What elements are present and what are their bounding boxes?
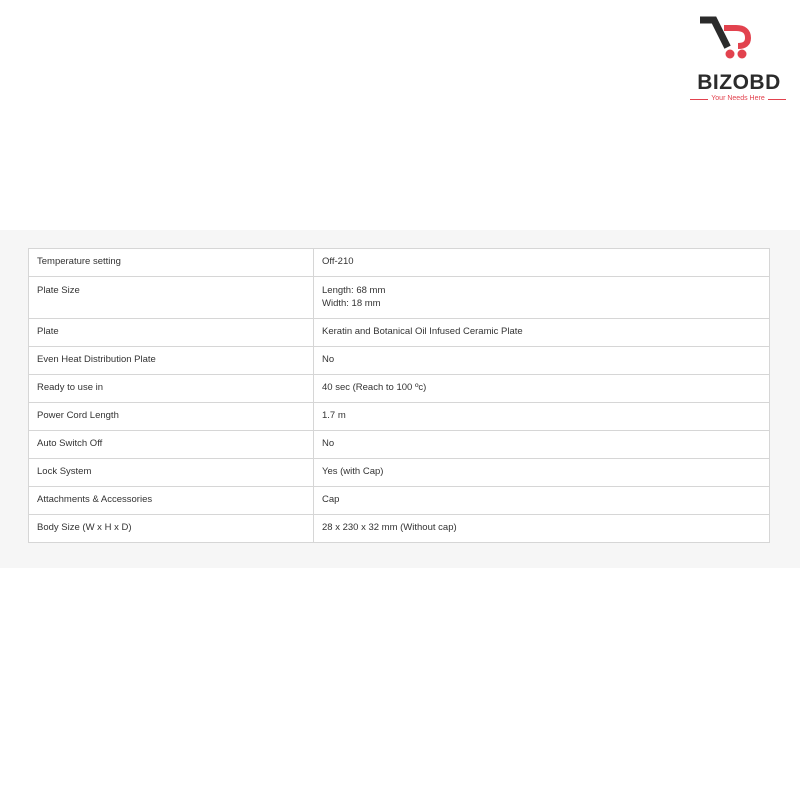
spec-label: Plate	[37, 326, 59, 338]
spec-value: Off-210	[322, 256, 354, 268]
spec-label: Even Heat Distribution Plate	[37, 354, 156, 366]
table-row	[29, 249, 770, 277]
spec-value: 1.7 m	[322, 410, 346, 422]
spec-label: Ready to use in	[37, 382, 104, 394]
spec-value: Cap	[322, 494, 340, 506]
table-row	[29, 431, 770, 459]
spec-label: Auto Switch Off	[37, 438, 103, 450]
table-row	[29, 347, 770, 375]
spec-value: Length: 68 mm	[322, 285, 386, 296]
spec-label: Body Size (W x H x D)	[37, 522, 132, 534]
specs-table	[28, 248, 770, 543]
table-row	[29, 459, 770, 487]
spec-value: No	[322, 354, 335, 366]
brand-tagline: Your Needs Here	[688, 95, 788, 103]
spec-label: Power Cord Length	[37, 410, 119, 422]
spec-value: 28 x 230 x 32 mm (Without cap)	[322, 522, 457, 534]
spec-value: Yes (with Cap)	[322, 466, 384, 478]
spec-value: 40 sec (Reach to 100 ºc)	[322, 382, 427, 394]
spec-value: No	[322, 438, 335, 450]
spec-label: Temperature setting	[37, 256, 121, 268]
brand-logo	[688, 14, 788, 102]
shopping-cart-icon	[700, 16, 752, 60]
spec-value: Keratin and Botanical Oil Infused Ceramic Plate	[322, 326, 523, 338]
brand-name: BIZOBD	[697, 71, 781, 94]
table-row	[29, 319, 770, 347]
table-row	[29, 277, 770, 319]
table-row	[29, 375, 770, 403]
table-row	[29, 403, 770, 431]
spec-label: Attachments & Accessories	[37, 494, 153, 506]
spec-label: Plate Size	[37, 285, 80, 296]
table-row	[29, 487, 770, 515]
spec-value: Width: 18 mm	[322, 297, 381, 309]
table-row	[29, 515, 770, 543]
spec-label: Lock System	[37, 466, 92, 478]
